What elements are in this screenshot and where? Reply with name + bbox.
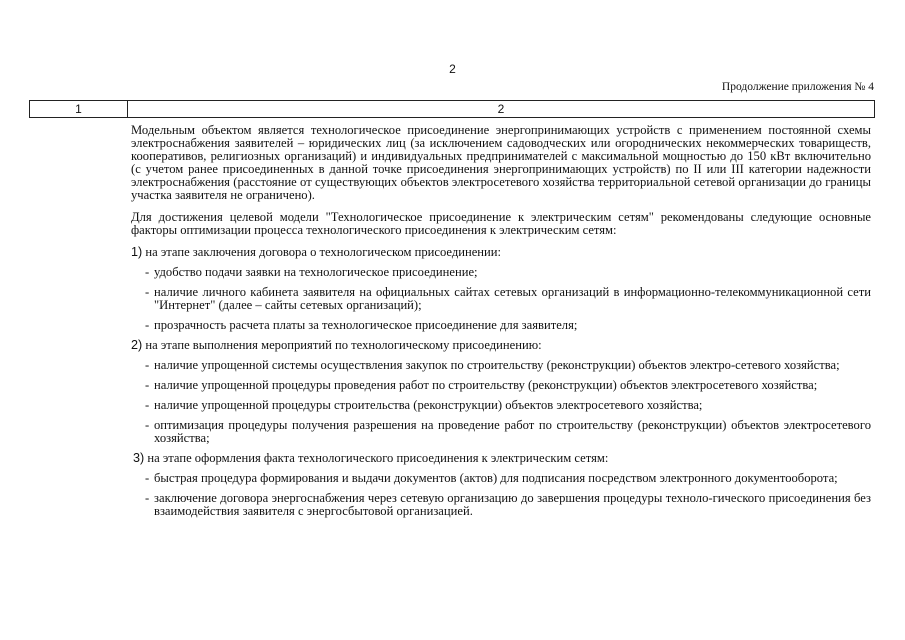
paragraph-factors-intro: Для достижения целевой модели "Технологическое присоединение к электрическим сетям" рекомендованы следующие основные факторы оптимизации процесса технологического присоединения к электрическим сетям:	[131, 210, 871, 237]
table-header-col2: 2	[497, 102, 505, 116]
page-number: 2	[449, 62, 456, 76]
list-item	[145, 359, 871, 372]
document-body	[131, 124, 871, 525]
dash-marker: -	[145, 471, 150, 485]
list-item	[145, 419, 871, 445]
stage-number: 1)	[131, 245, 143, 259]
table-header-col1: 1	[30, 101, 128, 117]
list-item	[145, 472, 871, 485]
list-item	[145, 492, 871, 518]
list-item-text: прозрачность расчета платы за технологическое присоединение для заявителя;	[154, 318, 578, 332]
list-item	[145, 266, 871, 279]
stage-number: 3)	[133, 451, 145, 465]
stage-heading	[133, 452, 871, 465]
list-item-text: быстрая процедура формирования и выдачи документов (актов) для подписания посредством электронного документооборота;	[154, 471, 838, 485]
list-item	[145, 399, 871, 412]
list-item-text: наличие личного кабинета заявителя на официальных сайтах сетевых организаций в информационно-телекоммуникационной сети "Интернет" (далее – сайты сетевых организаций);	[154, 285, 871, 312]
dash-marker: -	[145, 378, 150, 392]
list-item-text: наличие упрощенной системы осуществления закупок по строительству (реконструкции) объектов электро-сетевого хозяйства;	[154, 358, 840, 372]
list-item	[145, 379, 871, 392]
list-item-text: заключение договора энергоснабжения через сетевую организацию до завершения процедуры техноло-гического присоединения без взаимодействия заявителя с энергосбытовой организацией.	[154, 491, 871, 518]
list-item-text: наличие упрощенной процедуры проведения работ по строительству (реконструкции) объектов электросетевого хозяйства;	[154, 378, 818, 392]
list-item-text: оптимизация процедуры получения разрешения на проведение работ по строительству (реконструкции) объектов электросетевого хозяйства;	[154, 418, 871, 445]
dash-marker: -	[145, 398, 150, 412]
dash-marker: -	[145, 285, 150, 299]
stage-number: 2)	[131, 338, 143, 352]
list-item	[145, 319, 871, 332]
dash-marker: -	[145, 318, 150, 332]
continuation-label: Продолжение приложения № 4	[721, 81, 874, 93]
dash-marker: -	[145, 491, 150, 505]
paragraph-model-object: Модельным объектом является технологическое присоединение энергопринимающих устройств с применением постоянной схемы электроснабжения заявителей – юридических лиц (за исключением садоводческих или огороднических некоммерческих товариществ, кооперативов, религиозных организаций) и индивидуальных предпринимателей с максимальной мощностью до 150 кВт включительно (с учетом ранее присоединенных в данной точке присоединения энергопринимающих устройств) по II или III категории надежности электроснабжения (расстояние от существующих объектов электросетевого хозяйства территориальной сетевой организации до границы участка заявителя не ограничено).	[131, 123, 871, 202]
list-item	[145, 286, 871, 312]
list-item-text: удобство подачи заявки на технологическое присоединение;	[154, 265, 478, 279]
table-header-row	[29, 100, 875, 118]
stage-title: на этапе оформления факта технологического присоединения к электрическим сетям:	[147, 451, 609, 465]
list-item-text: наличие упрощенной процедуры строительства (реконструкции) объектов электросетевого хозяйства;	[154, 398, 703, 412]
stage-heading	[131, 246, 871, 259]
stage-title: на этапе заключения договора о технологическом присоединении:	[145, 245, 502, 259]
stage-title: на этапе выполнения мероприятий по технологическому присоединению:	[145, 338, 542, 352]
stage-heading	[131, 339, 871, 352]
dash-marker: -	[145, 418, 150, 432]
dash-marker: -	[145, 358, 150, 372]
dash-marker: -	[145, 265, 150, 279]
